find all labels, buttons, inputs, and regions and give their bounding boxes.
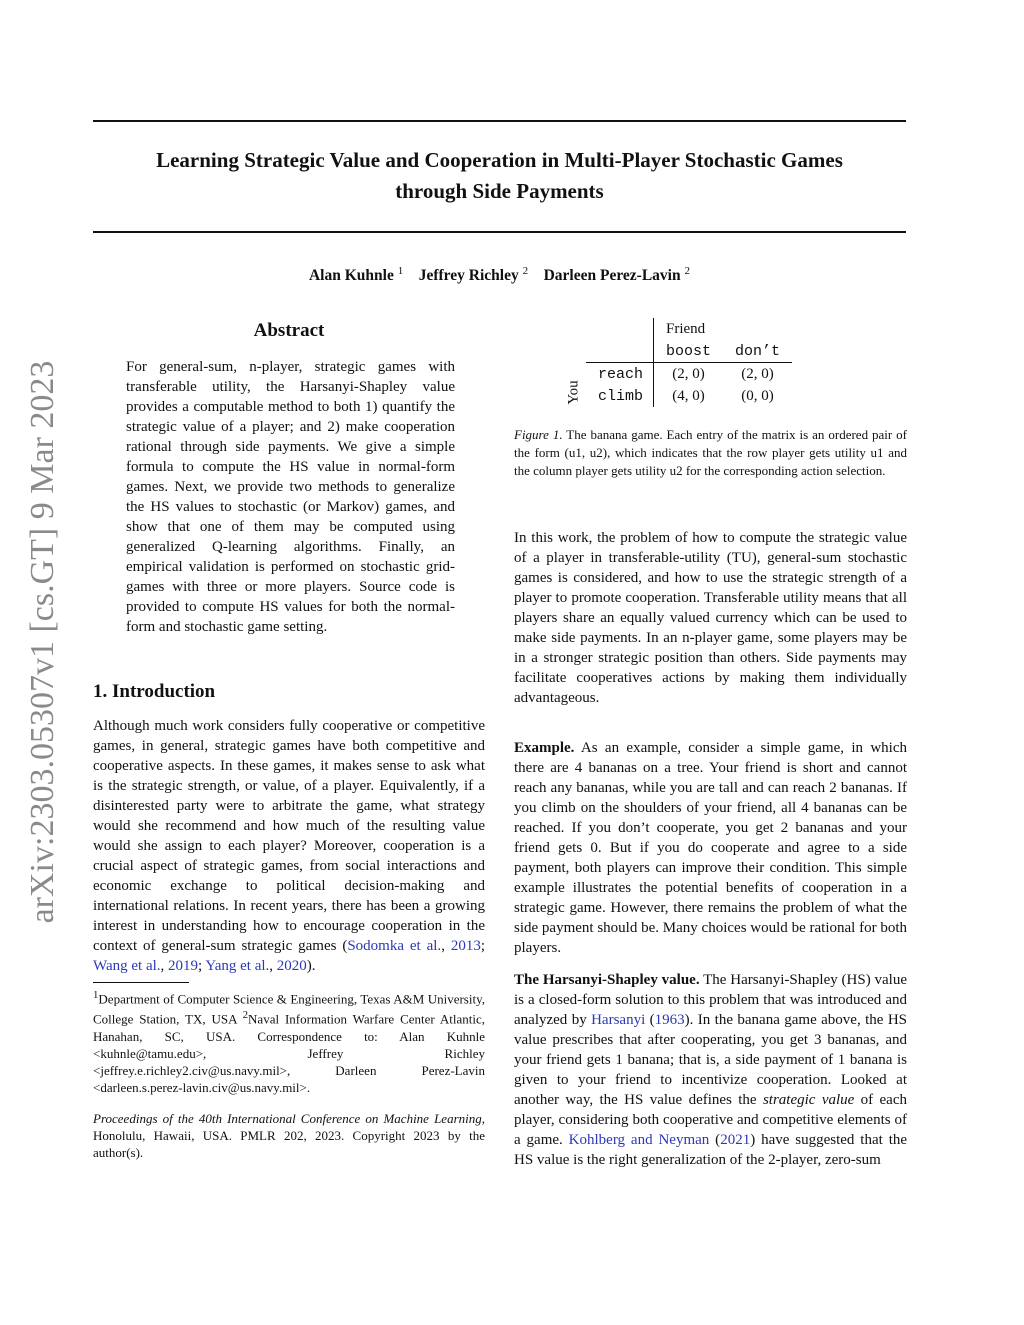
column-action-label: don’t [735, 342, 781, 360]
abstract-heading: Abstract [253, 320, 325, 341]
hs-italic: strategic value [762, 1092, 855, 1108]
citation-year-link[interactable]: 2013 [450, 938, 481, 954]
paper-title [93, 145, 906, 207]
author-name: Alan Kuhnle [308, 267, 394, 285]
row-player-label: You [565, 380, 582, 405]
example-paragraph [514, 738, 907, 958]
payoff-cell: (2, 0) [723, 363, 792, 386]
author-name: Jeffrey Richley [418, 267, 519, 285]
intro-text: Although much work considers fully cooperative or competitive games, in general, strategic games have both competitive and cooperative aspects. In these games, it makes sense to ask what is the strategic strength, or value, of a player. Equivalently, if a disinterested party were to arbitrate the game, what strategy would she recommend and how much of the resulting value would she assign to each player? Moreover, cooperation is a crucial aspect of strategic games, from social interactions and economic exchange to political decision-making and international relations. In recent years, there has been a growing interest in understanding how to encourage cooperation in the context of general-sum strategic games ( [93, 718, 485, 954]
citation-year-link[interactable]: 1963 [654, 1012, 685, 1028]
citation-link[interactable]: Yang et al. [205, 958, 270, 974]
footnote-mark: 1 [93, 989, 99, 1001]
payoff-cell: (4, 0) [654, 385, 724, 407]
proceedings-rest: , Honolulu, Hawaii, USA. PMLR 202, 2023. Copyright 2023 by the author(s). [93, 1110, 485, 1160]
affiliation-footnote [93, 987, 485, 1096]
row-action-label: climb [598, 387, 644, 405]
payoff-cell: (0, 0) [741, 387, 774, 404]
citation-link[interactable]: Wang et al. [93, 958, 161, 974]
hs-text-2: . In the banana game above, the HS value prescribes that after cooperating, you get 3 bananas, and your friend gets 1 banana; that is, a side payment of 1 banana is given to your friend to incentivize cooperation. Looked at another way, the HS value defines the [514, 1012, 907, 1108]
hs-text-4: have suggested that the HS value is the right generalization of the 2-player, zero-sum [514, 1132, 908, 1168]
hs-paragraph: The Harsanyi-Shapley value. The Harsanyi-Shapley (HS) value is a closed-form solution to this problem that was introduced and analyzed by Harsanyi (1963). In the banana game above, the HS value prescribes that after cooperating, you get 3 bananas, and your friend gets 1 banana; that is, a side payment of 1 banana is given to your friend to incentivize cooperation. Looked at another way, the HS value defines the strategic value of each player, considering both cooperative and competitive elements of a game. Kohlberg and Neyman (2021) have suggested that the HS value is the right generalization of the 2-player, zero-sum [514, 972, 908, 1168]
author-list [93, 265, 906, 285]
work-paragraph: In this work, the problem of how to compute the strategic value of a player in transferable-utility (TU), general-sum stochastic games is considered, and how to use the strategic strength of a player to promote cooperation. Transferable utility means that all players share an equally valued currency which can be used to make side payments. In an n-player game, some players may be in a stronger strategic position than others. Side payments may facilitate cooperatives actions by making them individually advantageous. [514, 530, 907, 706]
author-affiliation: 1 [397, 265, 404, 277]
hs-text-3: of each player, considering both cooperative and competitive elements of a game. [514, 1092, 907, 1148]
citation-year-link[interactable]: 2020 [276, 958, 307, 974]
figure-caption [514, 426, 907, 480]
footnote [93, 987, 485, 1161]
proceedings-note [93, 1110, 485, 1161]
intro-text-end: ). [306, 958, 316, 974]
introduction-paragraph: Although much work considers fully cooperative or competitive games, in general, strategic games have both competitive and cooperative aspects. In these games, it makes sense to ask what is the strategic strength, or value, of a player. Equivalently, if a disinterested party were to arbitrate the game, what strategy would she recommend and how much of the resulting value would she assign to each player? Moreover, cooperation is a crucial aspect of strategic games, from social interactions and economic exchange to political decision-making and international relations. In recent years, there has been a growing interest in understanding how to encourage cooperation in the context of general-sum strategic games (Sodomka et al., 2013; Wang et al., 2019; Yang et al., 2020). [93, 718, 485, 974]
footnote-text-1: Department of Computer Science & Engineering, Texas A&M University, College Station, TX, USA [93, 991, 485, 1027]
citation-link[interactable]: Kohlberg and Neyman [568, 1132, 710, 1148]
left-column [93, 318, 485, 1161]
figure-caption-text: The banana game. Each entry of the matrix is an ordered pair of the form (u1, u2), which indicates that the row player gets utility u1 and the column player gets utility u2 for the corresponding action selection. [514, 427, 907, 478]
example-heading: Example. [514, 740, 575, 756]
introduction-heading: 1. Introduction [93, 681, 216, 702]
hs-heading: The Harsanyi-Shapley value. [514, 972, 700, 988]
citation-year-link[interactable]: 2021 [720, 1132, 751, 1148]
title-bottom-rule [93, 231, 906, 233]
citation-link[interactable]: Harsanyi [591, 1012, 646, 1028]
column-player-label: Friend [654, 318, 793, 340]
author-affiliation: 2 [684, 265, 690, 277]
top-rule [93, 120, 906, 122]
spacer [514, 480, 907, 528]
footnote-mark: 2 [242, 1009, 249, 1022]
example-text: As an example, consider a simple game, in which there are 4 bananas on a tree. Your friend is short and cannot reach any bananas, while you are tall and can reach 2 bananas. If you climb on the shoulders of your friend, all 4 bananas can be reached. If you don’t cooperate, you get 2 bananas and your friend gets 0. But if you do cooperate and agree to a side payment, both players can improve their condition. This simple example illustrates the potential benefits of cooperation in a strategic game. However, there remains the problem of what the side payment should be. Many choices would be rational for both players. [514, 740, 907, 956]
abstract-section [93, 320, 485, 637]
footnote-text-2: Naval Information Warfare Center Atlantic, Hanahan, SC, USA. Correspondence to: Alan Kuhnle <kuhnle@tamu.edu>, Jeffrey Richley <jeffrey.e.richley2.civ@us.navy.mil>, Darleen Perez-Lavin <darleen.s.perez-lavin.civ@us.navy.mil>. [93, 1011, 485, 1095]
author-name: Darleen Perez-Lavin [543, 267, 681, 285]
banana-game-matrix [566, 318, 907, 414]
payoff-table [586, 318, 792, 407]
proceedings-italic: Proceedings of the 40th International Conference on Machine Learning [93, 1110, 482, 1126]
spacer [514, 958, 907, 970]
column-action-label: boost [654, 340, 724, 363]
hs-text-1: The Harsanyi-Shapley (HS) value is a closed-form solution to this problem that was introduced and analyzed by [514, 972, 907, 1028]
citation-year-link[interactable]: 2019 [168, 958, 199, 974]
spacer [514, 708, 907, 738]
footnote-rule [93, 982, 189, 983]
right-column [514, 318, 907, 1170]
author-affiliation: 2 [522, 265, 529, 277]
title-line-1: Learning Strategic Value and Cooperation in Multi-Player Stochastic Games [156, 148, 843, 172]
row-action-label: reach [586, 363, 654, 386]
payoff-cell: (2, 0) [654, 363, 724, 386]
citation-link[interactable]: Sodomka et al. [347, 938, 442, 954]
abstract-text: For general-sum, n-player, strategic games with transferable utility, the Harsanyi-Shapley value provides a computable method to both 1) quantify the strategic value of a player; and 2) make cooperation rational through side payments. We give a simple formula to compute the HS value in normal-form games. Next, we provide two methods to generalize the HS values to stochastic (or Markov) games, and show that one of them may be computed using generalized Q-learning algorithms. Finally, an empirical validation is performed on stochastic grid-games with three or more players. Source code is provided to compute HS values for both the normal-form and stochastic game setting. [126, 359, 455, 635]
figure-label: Figure 1. [514, 427, 563, 442]
title-line-2: through Side Payments [395, 179, 604, 203]
arxiv-sidebar-stamp: arXiv:2303.05307v1 [cs.GT] 9 Mar 2023 [24, 360, 61, 924]
